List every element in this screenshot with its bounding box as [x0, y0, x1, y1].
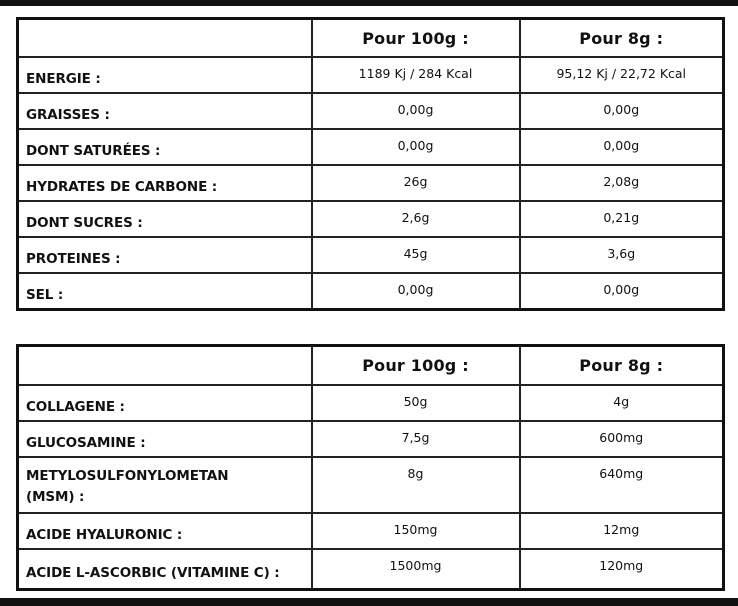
value-per-100g: 0,00g — [312, 93, 520, 129]
row-label: SEL : — [18, 273, 312, 309]
table-row — [18, 273, 724, 309]
table-row — [18, 421, 724, 457]
nutrition-table — [16, 17, 725, 311]
table-row — [18, 237, 724, 273]
row-label: PROTEINES : — [18, 237, 312, 273]
value-per-8g: 600mg — [520, 421, 724, 457]
value-per-8g: 120mg — [520, 549, 724, 589]
value-per-100g: 8g — [312, 457, 520, 513]
row-label: ENERGIE : — [18, 57, 312, 93]
row-label: COLLAGENE : — [18, 385, 312, 421]
value-per-8g: 12mg — [520, 513, 724, 549]
table-row — [18, 57, 724, 93]
value-per-8g: 0,00g — [520, 129, 724, 165]
table-row — [18, 201, 724, 237]
header-per-100g: Pour 100g : — [312, 19, 520, 58]
row-label: METYLOSULFONYLOMETAN (MSM) : — [18, 457, 312, 513]
header-per-8g: Pour 8g : — [520, 19, 724, 58]
value-per-100g: 1189 Kj / 284 Kcal — [312, 57, 520, 93]
value-per-100g: 2,6g — [312, 201, 520, 237]
header-row — [18, 19, 724, 58]
table-row — [18, 549, 724, 589]
row-label: DONT SATURÉES : — [18, 129, 312, 165]
row-label: ACIDE HYALURONIC : — [18, 513, 312, 549]
row-label: GLUCOSAMINE : — [18, 421, 312, 457]
value-per-100g: 0,00g — [312, 273, 520, 309]
table-row — [18, 165, 724, 201]
row-label: DONT SUCRES : — [18, 201, 312, 237]
value-per-100g: 150mg — [312, 513, 520, 549]
header-per-100g: Pour 100g : — [312, 346, 520, 386]
value-per-8g: 2,08g — [520, 165, 724, 201]
table-row — [18, 385, 724, 421]
value-per-8g: 3,6g — [520, 237, 724, 273]
value-per-100g: 7,5g — [312, 421, 520, 457]
value-per-8g: 0,21g — [520, 201, 724, 237]
table-row — [18, 457, 724, 513]
table-row — [18, 129, 724, 165]
header-empty — [18, 19, 312, 58]
top-border-bar — [0, 0, 738, 6]
value-per-8g: 95,12 Kj / 22,72 Kcal — [520, 57, 724, 93]
table-row — [18, 513, 724, 549]
value-per-8g: 4g — [520, 385, 724, 421]
value-per-100g: 50g — [312, 385, 520, 421]
active-ingredients-table — [16, 344, 725, 591]
value-per-8g: 0,00g — [520, 273, 724, 309]
value-per-100g: 0,00g — [312, 129, 520, 165]
header-empty — [18, 346, 312, 386]
value-per-100g: 45g — [312, 237, 520, 273]
row-label: HYDRATES DE CARBONE : — [18, 165, 312, 201]
table-row — [18, 93, 724, 129]
value-per-8g: 640mg — [520, 457, 724, 513]
header-per-8g: Pour 8g : — [520, 346, 724, 386]
value-per-8g: 0,00g — [520, 93, 724, 129]
value-per-100g: 1500mg — [312, 549, 520, 589]
bottom-border-bar — [0, 598, 738, 606]
row-label: GRAISSES : — [18, 93, 312, 129]
header-row — [18, 346, 724, 386]
value-per-100g: 26g — [312, 165, 520, 201]
row-label: ACIDE L-ASCORBIC (VITAMINE C) : — [18, 549, 312, 589]
